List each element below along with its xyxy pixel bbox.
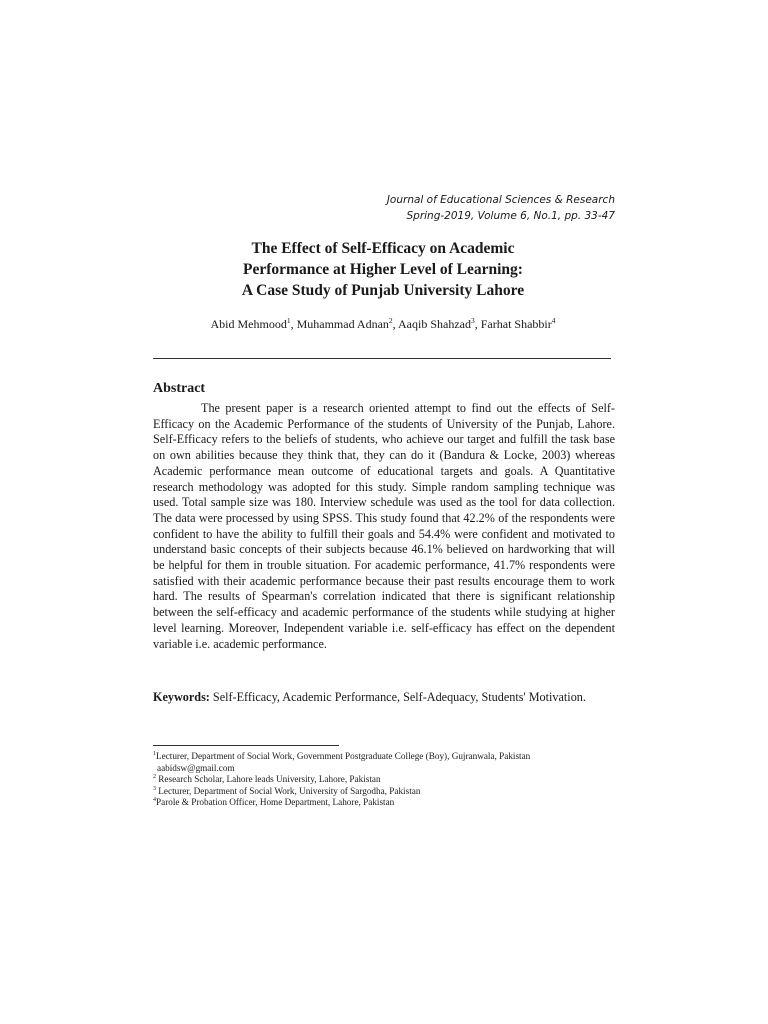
footnote: [153, 751, 615, 763]
title-line: Performance at Higher Level of Learning:: [243, 261, 523, 278]
footnote-mark: 4: [153, 797, 156, 804]
author-name: Abid Mehmood: [210, 317, 287, 331]
footnote: [153, 797, 615, 809]
affiliation-mark: 3: [471, 316, 475, 325]
author-name: Farhat Shabbir: [480, 317, 552, 331]
footnote-text: Research Scholar, Lahore leads University, Lahore, Pakistan: [156, 774, 381, 785]
footnote: [153, 786, 615, 798]
journal-header: [387, 192, 615, 224]
affiliation-mark: 1: [286, 316, 291, 325]
email-text: aabidsw@gmail.com: [157, 762, 235, 773]
abstract-text: The present paper is a research oriented attempt to find out the effects of Self-Efficacy on the Academic Performance of the students of University of the Punjab, Lahore. Self-Efficacy refers to the beliefs of students, who achieve our target and fulfill the task base on own abilities because they think that, they can do it (Bandura & Locke, 2003) whereas Academic performance mean outcome of educational targets and goals. A Quantitative research methodology was adopted for this study. Simple random sampling technique was used. Total sample size was 180. Interview schedule was used as the tool for data collection. The data were processed by using SPSS. This study found that 42.2% of the respondents were confident to have the ability to fulfill their goals and 54.4% were confident and motivated to understand basic concepts of their subjects because 46.1% believed on hardworking that will be helpful for them in trouble situation. For academic performance, 41.7% respondents were satisfied with their academic performance because their past results encourage them to work hard. The results of Spearman's correlation indicated that there is significant relationship between the self-efficacy and academic performance of the students while studying at higher level learning. Moreover, Independent variable i.e. self-efficacy has effect on the dependent variable i.e. academic performance.: [153, 401, 615, 651]
keywords-text: Self-Efficacy, Academic Performance, Self-Adequacy, Students' Motivation.: [212, 690, 586, 704]
journal-name: Journal of Educational Sciences & Research: [386, 194, 615, 206]
author-name: Aaqib Shahzad: [398, 317, 471, 331]
author-separator: ,: [392, 317, 399, 331]
affiliation-mark: 2: [388, 316, 393, 325]
footnote-text: Lecturer, Department of Social Work, University of Sargodha, Pakistan: [156, 785, 421, 796]
footnotes: [153, 751, 615, 809]
footnote-divider: [153, 745, 339, 746]
author-name: Muhammad Adnan: [296, 317, 389, 331]
paper-title: [153, 238, 613, 301]
author-list: [153, 316, 613, 332]
title-line: The Effect of Self-Efficacy on Academic: [251, 240, 515, 257]
separator-line: [153, 358, 611, 359]
keywords-line: [153, 689, 615, 705]
affiliation-mark: 4: [551, 316, 556, 325]
footnote-mark: 2: [153, 774, 156, 781]
author-separator: ,: [290, 317, 297, 331]
footnote-mark: 3: [153, 785, 156, 792]
keywords-label: Keywords:: [153, 690, 210, 704]
abstract-heading: Abstract: [153, 381, 206, 396]
footnote-mark: 1: [153, 750, 156, 757]
footnote-text: Lecturer, Department of Social Work, Government Postgraduate College (Boy), Gujranwala, Pakistan: [156, 751, 531, 761]
title-line: A Case Study of Punjab University Lahore: [241, 282, 525, 299]
author-separator: ,: [474, 317, 481, 331]
footnote-text: Parole & Probation Officer, Home Department, Lahore, Pakistan: [156, 797, 395, 808]
footnote: [153, 774, 615, 786]
journal-issue: Spring-2019, Volume 6, No.1, pp. 33-47: [406, 210, 615, 222]
footnote-email: [153, 763, 615, 775]
